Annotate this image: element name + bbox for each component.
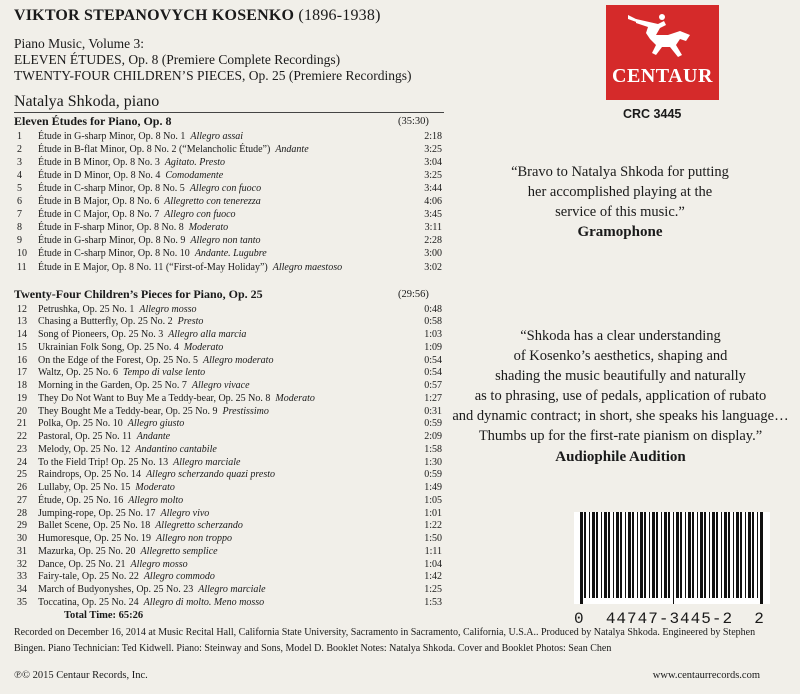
track-number: 17 — [17, 367, 27, 379]
track-duration: 4:06 — [424, 196, 442, 208]
track-tempo: Allegro moderato — [202, 354, 274, 366]
track-tempo: Allegro alla marcia — [168, 329, 247, 340]
track-title: March of Budyonyshes, Op. 25 No. 23 — [38, 584, 194, 595]
recording-credits: Recorded on December 16, 2014 at Music Recital Hall, California State University, Sacramento in Sacramento, California, U.S.A.. Produced by Natalya Shkoda. Engineered by Stephen Bingen. Piano Technician: Ted Kidwell. Piano: Steinway and Sons, Model D. Booklet Notes: Natalya Shkoda. Cover and Booklet Photos: Sean Chen — [14, 627, 756, 654]
track-number: 31 — [17, 545, 27, 557]
track-tempo: Allegro mosso — [139, 303, 197, 315]
track-title: Pastoral, Op. 25 No. 11 — [38, 431, 132, 442]
track-tempo: Allegro non troppo — [156, 533, 232, 544]
track-title: Ukrainian Folk Song, Op. 25 No. 4 — [38, 341, 179, 353]
track-title: On the Edge of the Forest, Op. 25 No. 5 — [38, 354, 198, 366]
track-title-wrap — [38, 234, 261, 247]
barcode-digits: 0 44747-3445-2 2 — [574, 610, 765, 628]
track-tempo: Allegro con fuoco — [189, 183, 262, 195]
quote-line: shading the music beautifully and naturally — [495, 368, 746, 384]
track-row — [17, 430, 442, 443]
performer: Natalya Shkoda, piano — [14, 93, 160, 110]
track-row — [17, 315, 442, 328]
track-tempo: Moderato — [275, 392, 315, 404]
track-row — [17, 481, 442, 494]
track-title: Étude in B Minor, Op. 8 No. 3 — [38, 157, 160, 169]
track-title: Song of Pioneers, Op. 25 No. 3 — [38, 329, 164, 340]
track-number: 24 — [17, 456, 27, 468]
track-title-wrap — [38, 494, 183, 507]
track-title: Waltz, Op. 25 No. 6 — [38, 367, 119, 379]
centaur-logo — [606, 5, 719, 100]
quote-line: “Shkoda has a clear understanding — [520, 328, 721, 344]
track-title-wrap — [38, 405, 269, 418]
track-title-wrap — [38, 130, 243, 143]
track-duration: 0:59 — [424, 469, 442, 481]
track-duration: 3:25 — [424, 144, 442, 156]
quote-line: “Bravo to Natalya Shkoda for putting — [511, 164, 729, 180]
track-duration: 1:05 — [424, 494, 442, 506]
track-number: 10 — [17, 248, 27, 260]
track-number: 7 — [17, 209, 22, 221]
track-row — [17, 221, 442, 234]
track-duration: 0:31 — [424, 405, 442, 417]
barcode-digit: 0 — [574, 610, 585, 628]
track-title-wrap — [38, 261, 342, 274]
divider — [14, 112, 444, 113]
quote-line: of Kosenko’s aesthetics, shaping and — [513, 348, 728, 364]
review-quote-audiophile-audition — [448, 326, 793, 446]
track-title-wrap — [38, 443, 217, 456]
track-duration: 1:22 — [424, 520, 442, 532]
track-row — [17, 208, 442, 221]
track-title-wrap — [38, 303, 197, 316]
track-row — [17, 545, 442, 558]
track-duration: 3:04 — [424, 157, 442, 169]
track-row — [17, 341, 442, 354]
track-title-wrap — [38, 532, 232, 545]
track-title-wrap — [38, 354, 273, 367]
etudes-subtitle: ELEVEN ÉTUDES, Op. 8 (Premiere Complete Recordings) — [14, 52, 341, 67]
track-row — [17, 182, 442, 195]
composer-name: VIKTOR STEPANOVYCH KOSENKO — [14, 7, 295, 24]
track-row — [17, 443, 442, 456]
catalog-number: CRC 3445 — [623, 107, 682, 121]
track-duration: 3:45 — [424, 209, 442, 221]
track-duration: 3:00 — [424, 248, 442, 260]
track-title: Étude in B Major, Op. 8 No. 6 — [38, 196, 160, 208]
track-duration: 0:54 — [424, 354, 442, 366]
track-number: 21 — [17, 418, 27, 430]
track-number: 26 — [17, 482, 27, 493]
track-number: 23 — [17, 443, 27, 455]
track-row — [17, 392, 442, 405]
track-duration: 1:58 — [424, 443, 442, 455]
track-duration: 1:53 — [424, 596, 442, 608]
track-title-wrap — [38, 583, 266, 596]
track-title-wrap — [38, 392, 315, 405]
track-title: Dance, Op. 25 No. 21 — [38, 558, 126, 570]
track-title-wrap — [38, 341, 223, 354]
track-tempo: Andante — [275, 144, 309, 156]
track-tempo: Allegro maestoso — [272, 261, 343, 273]
track-number: 19 — [17, 392, 27, 404]
volume-subtitle: Piano Music, Volume 3: — [14, 36, 145, 51]
track-tempo: Allegro assai — [190, 131, 244, 142]
section-title-etudes: Eleven Études for Piano, Op. 8 — [14, 114, 172, 128]
track-row — [17, 354, 442, 367]
track-tempo: Agitato. Presto — [164, 157, 226, 169]
review-quote-gramophone — [455, 162, 785, 222]
track-tempo: Allegro commodo — [143, 571, 215, 583]
track-row — [17, 234, 442, 247]
track-title: Étude in F-sharp Minor, Op. 8 No. 8 — [38, 222, 184, 234]
track-duration: 0:57 — [424, 380, 442, 391]
track-duration: 2:18 — [424, 131, 442, 142]
track-number: 11 — [17, 261, 27, 273]
track-title-wrap — [38, 379, 250, 392]
track-duration: 1:04 — [424, 558, 442, 570]
track-title-wrap — [38, 558, 188, 571]
track-row — [17, 156, 442, 169]
track-row — [17, 130, 442, 143]
track-duration: 0:54 — [424, 367, 442, 379]
track-title-wrap — [38, 545, 218, 558]
copyright: ℗© 2015 Centaur Records, Inc. — [14, 670, 148, 681]
track-title-wrap — [38, 507, 209, 520]
composer-heading — [14, 7, 381, 25]
track-row — [17, 468, 442, 481]
track-title: Étude in B-flat Minor, Op. 8 No. 2 (“Melancholic Étude”) — [38, 144, 271, 156]
barcode — [574, 512, 770, 628]
track-title: Polka, Op. 25 No. 10 — [38, 418, 123, 430]
track-title-wrap — [38, 182, 261, 195]
barcode-digit: 44747 — [605, 610, 659, 628]
track-title: They Do Not Want to Buy Me a Teddy-bear, Op. 25 No. 8 — [38, 392, 271, 404]
track-row — [17, 570, 442, 583]
track-number: 9 — [17, 235, 22, 247]
track-title: Jumping-rope, Op. 25 No. 17 — [38, 507, 156, 519]
track-duration: 2:09 — [424, 431, 442, 442]
track-tempo: Prestissimo — [222, 405, 269, 417]
track-row — [17, 247, 442, 260]
track-tempo: Allegro marciale — [198, 584, 266, 595]
total-time: Total Time: 65:26 — [64, 610, 144, 621]
track-row — [17, 303, 442, 316]
track-duration: 3:02 — [424, 261, 442, 273]
track-number: 25 — [17, 469, 27, 481]
quote-source-audiophile-audition: Audiophile Audition — [555, 449, 686, 465]
track-title-wrap — [38, 315, 203, 328]
track-duration: 1:27 — [424, 392, 442, 404]
quote-line: as to phrasing, use of pedals, application of rubato — [474, 388, 767, 404]
track-tempo: Allegro vivo — [160, 507, 210, 519]
track-title-wrap — [38, 481, 175, 494]
track-duration: 1:30 — [424, 456, 442, 468]
track-title: Étude in D Minor, Op. 8 No. 4 — [38, 170, 161, 182]
track-title-wrap — [38, 169, 223, 182]
barcode-digit: 2 — [722, 610, 734, 628]
track-number: 8 — [17, 222, 22, 234]
section-duration-childrens-pieces: (29:56) — [398, 289, 429, 300]
track-title: Lullaby, Op. 25 No. 15 — [38, 482, 131, 493]
track-number: 2 — [17, 144, 22, 156]
track-title-wrap — [38, 468, 275, 481]
track-title-wrap — [38, 208, 236, 221]
track-number: 5 — [17, 183, 22, 195]
track-title: Étude, Op. 25 No. 16 — [38, 494, 124, 506]
track-row — [17, 328, 442, 341]
barcode-bars-icon — [574, 512, 770, 604]
track-tempo: Moderato — [183, 341, 224, 353]
track-title-wrap — [38, 195, 261, 208]
track-title-wrap — [38, 156, 225, 169]
track-number: 27 — [17, 494, 27, 506]
track-row — [17, 143, 442, 156]
track-title: Humoresque, Op. 25 No. 19 — [38, 533, 152, 544]
track-row — [17, 379, 442, 392]
track-title-wrap — [38, 456, 240, 469]
track-number: 34 — [17, 584, 27, 595]
track-tempo: Allegretto semplice — [140, 545, 218, 557]
track-duration: 3:25 — [424, 170, 442, 182]
track-row — [17, 558, 442, 571]
track-row — [17, 261, 442, 274]
track-row — [17, 507, 442, 520]
track-tempo: Allegro molto — [128, 494, 184, 506]
track-title-wrap — [38, 247, 267, 260]
track-title: Étude in C-sharp Minor, Op. 8 No. 10 — [38, 248, 190, 260]
track-number: 30 — [17, 533, 27, 544]
track-number: 16 — [17, 354, 27, 366]
track-title: Chasing a Butterfly, Op. 25 No. 2 — [38, 316, 173, 328]
childrens-pieces-subtitle: TWENTY-FOUR CHILDREN’S PIECES, Op. 25 (Premiere Recordings) — [14, 68, 412, 83]
track-title-wrap — [38, 221, 228, 234]
track-title: Melody, Op. 25 No. 12 — [38, 443, 131, 455]
track-tempo: Allegro mosso — [130, 558, 188, 570]
track-title: Étude in C-sharp Minor, Op. 8 No. 5 — [38, 183, 185, 195]
track-title-wrap — [38, 570, 215, 583]
track-number: 20 — [17, 405, 27, 417]
track-duration: 1:09 — [424, 341, 442, 353]
track-title: Étude in E Major, Op. 8 No. 11 (“First-of-May Holiday”) — [38, 261, 268, 273]
track-title: Raindrops, Op. 25 No. 14 — [38, 469, 142, 481]
track-title: Étude in G-sharp Minor, Op. 8 No. 1 — [38, 131, 186, 142]
track-tempo: Allegro marciale — [173, 456, 241, 468]
logo-wordmark: CENTAUR — [612, 65, 713, 87]
track-number: 32 — [17, 558, 27, 570]
track-title: To the Field Trip! Op. 25 No. 13 — [38, 456, 169, 468]
quote-source-gramophone: Gramophone — [577, 224, 663, 240]
track-title-wrap — [38, 328, 246, 341]
track-title-wrap — [38, 519, 243, 532]
quote-line: and dynamic contract; in short, she speaks his language… — [452, 408, 789, 424]
track-title: Étude in C Major, Op. 8 No. 7 — [38, 209, 160, 221]
track-row — [17, 169, 442, 182]
track-tempo: Moderato — [188, 222, 229, 234]
track-row — [17, 195, 442, 208]
track-tempo: Allegro con fuoco — [164, 209, 236, 221]
barcode-digit: 3445 — [669, 610, 712, 628]
track-title: Toccatina, Op. 25 No. 24 — [38, 596, 139, 608]
track-tempo: Allegro giusto — [127, 418, 185, 430]
track-duration: 2:28 — [424, 235, 442, 247]
barcode-digit: 2 — [754, 610, 765, 628]
track-number: 15 — [17, 341, 27, 353]
quote-line: her accomplished playing at the — [527, 184, 713, 200]
track-number: 14 — [17, 329, 27, 340]
track-duration: 3:11 — [424, 222, 442, 234]
track-number: 4 — [17, 170, 22, 182]
track-title: Morning in the Garden, Op. 25 No. 7 — [38, 380, 187, 391]
track-title: They Bought Me a Teddy-bear, Op. 25 No. 9 — [38, 405, 218, 417]
track-duration: 3:44 — [424, 183, 442, 195]
track-tempo: Allegro scherzando quazi presto — [146, 469, 276, 481]
track-title: Petrushka, Op. 25 No. 1 — [38, 303, 135, 315]
track-number: 6 — [17, 196, 22, 208]
track-title: Étude in G-sharp Minor, Op. 8 No. 9 — [38, 235, 186, 247]
track-title-wrap — [38, 366, 205, 379]
composer-dates: (1896-1938) — [298, 7, 381, 24]
track-number: 35 — [17, 596, 27, 608]
track-title: Ballet Scene, Op. 25 No. 18 — [38, 520, 151, 532]
track-title-wrap — [38, 417, 184, 430]
track-title-wrap — [38, 430, 170, 443]
website: www.centaurrecords.com — [652, 670, 760, 681]
track-tempo: Allegretto con tenerezza — [164, 196, 261, 208]
track-row — [17, 596, 442, 609]
track-duration: 0:58 — [424, 316, 442, 328]
track-duration: 1:01 — [424, 507, 442, 519]
track-row — [17, 405, 442, 418]
track-duration: 1:25 — [424, 584, 442, 595]
track-duration: 1:03 — [424, 329, 442, 340]
track-title: Mazurka, Op. 25 No. 20 — [38, 545, 136, 557]
track-duration: 1:49 — [424, 482, 442, 493]
track-title: Fairy-tale, Op. 25 No. 22 — [38, 571, 139, 583]
track-number: 22 — [17, 431, 27, 442]
track-tempo: Presto — [177, 316, 204, 328]
track-number: 3 — [17, 157, 22, 169]
track-number: 33 — [17, 571, 27, 583]
track-tempo: Allegro non tanto — [190, 235, 261, 247]
track-row — [17, 519, 442, 532]
track-row — [17, 583, 442, 596]
track-tempo: Andante. Lugubre — [194, 248, 267, 260]
track-row — [17, 417, 442, 430]
track-title-wrap — [38, 143, 309, 156]
track-tempo: Allegro vivace — [191, 380, 250, 391]
quote-line: service of this music.” — [555, 204, 685, 220]
track-number: 12 — [17, 303, 27, 315]
track-title-wrap — [38, 596, 264, 609]
quote-line: Thumbs up for the first-rate pianism on display.” — [478, 428, 763, 444]
track-row — [17, 532, 442, 545]
track-tempo: Andante — [136, 431, 171, 442]
track-number: 13 — [17, 316, 27, 328]
track-tempo: Tempo di valse lento — [123, 367, 206, 379]
track-tempo: Comodamente — [165, 170, 224, 182]
track-duration: 0:48 — [424, 303, 442, 315]
track-tempo: Andantino cantabile — [135, 443, 217, 455]
track-duration: 1:42 — [424, 571, 442, 583]
section-title-childrens-pieces: Twenty-Four Children’s Pieces for Piano, Op. 25 — [14, 287, 263, 301]
track-tempo: Allegretto scherzando — [155, 520, 243, 532]
track-number: 18 — [17, 380, 27, 391]
track-tempo: Moderato — [135, 482, 175, 493]
track-duration: 1:11 — [424, 545, 442, 557]
centaur-emblem-icon — [606, 5, 719, 65]
track-tempo: Allegro di molto. Meno mosso — [143, 596, 265, 608]
track-duration: 0:59 — [424, 418, 442, 430]
track-row — [17, 366, 442, 379]
track-number: 29 — [17, 520, 27, 532]
track-row — [17, 456, 442, 469]
section-duration-etudes: (35:30) — [398, 116, 429, 127]
track-number: 28 — [17, 507, 27, 519]
track-number: 1 — [17, 131, 22, 142]
track-duration: 1:50 — [424, 533, 442, 544]
track-row — [17, 494, 442, 507]
